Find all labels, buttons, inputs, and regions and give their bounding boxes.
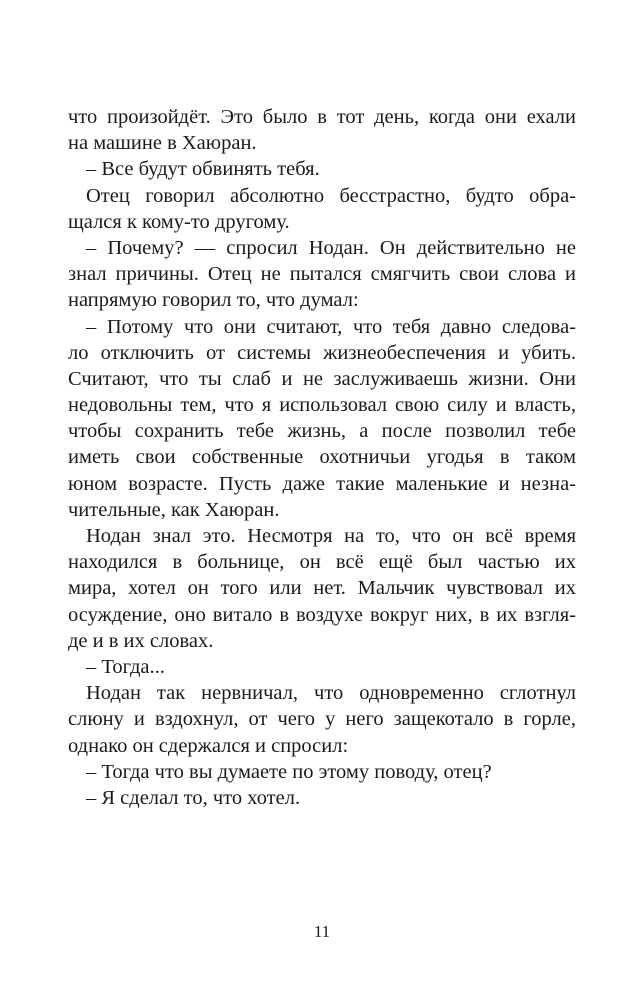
text-line: иметь свои собственные охотничьи угодья в таком — [68, 446, 576, 469]
text-line: чительные, как Хаюран. — [68, 498, 280, 521]
text-line: – Потому что они считают, что тебя давно следова- — [86, 315, 576, 338]
text-line: что произойдёт. Это было в тот день, когда они ехали — [68, 106, 576, 128]
text-line: – Почему? — спросил Нодан. Он действительно не — [86, 236, 576, 259]
text-line: чтобы сохранить тебе жизнь, а после позволил тебе — [68, 420, 576, 443]
text-line: находился в больнице, он всё ещё был частью их — [68, 551, 576, 574]
body-text — [68, 104, 576, 811]
text-line: – Тогда что вы думаете по этому поводу, отец? — [86, 760, 492, 783]
text-line: де и в их словах. — [68, 629, 214, 652]
text-line: мира, хотел он того или нет. Мальчик чувствовал их — [68, 577, 576, 600]
text-line: щался к кому-то другому. — [68, 210, 290, 233]
text-line: ло отключить от системы жизнеобеспечения и убить. — [68, 341, 576, 364]
text-line: – Тогда... — [86, 655, 165, 678]
text-line: Отец говорил абсолютно бесстрастно, будто обра- — [86, 184, 576, 207]
page-number: 11 — [313, 922, 331, 941]
text-line: слюну и вздохнул, от чего у него защекотало в горле, — [68, 708, 576, 731]
text-line: Нодан знал это. Несмотря на то, что он всё время — [86, 525, 576, 547]
text-line: однако он сдержался и спросил: — [68, 734, 349, 757]
text-line: осуждение, оно витало в воздухе вокруг них, в их взгля- — [68, 603, 576, 626]
text-line: Нодан так нервничал, что одновременно сглотнул — [86, 682, 576, 705]
text-line: Считают, что ты слаб и не заслуживаешь жизни. Они — [68, 367, 576, 390]
text-line: – Я сделал то, что хотел. — [86, 786, 301, 809]
text-line: недовольны тем, что я использовал свою силу и власть, — [68, 394, 576, 417]
text-line: на машине в Хаюран. — [68, 132, 257, 155]
text-line: напрямую говорил то, что думал: — [68, 289, 359, 312]
text-line: знал причины. Отец не пытался смягчить свои слова и — [68, 263, 576, 286]
text-line: – Все будут обвинять тебя. — [86, 158, 320, 181]
text-line: юном возрасте. Пусть даже такие маленькие и незна- — [68, 472, 576, 495]
